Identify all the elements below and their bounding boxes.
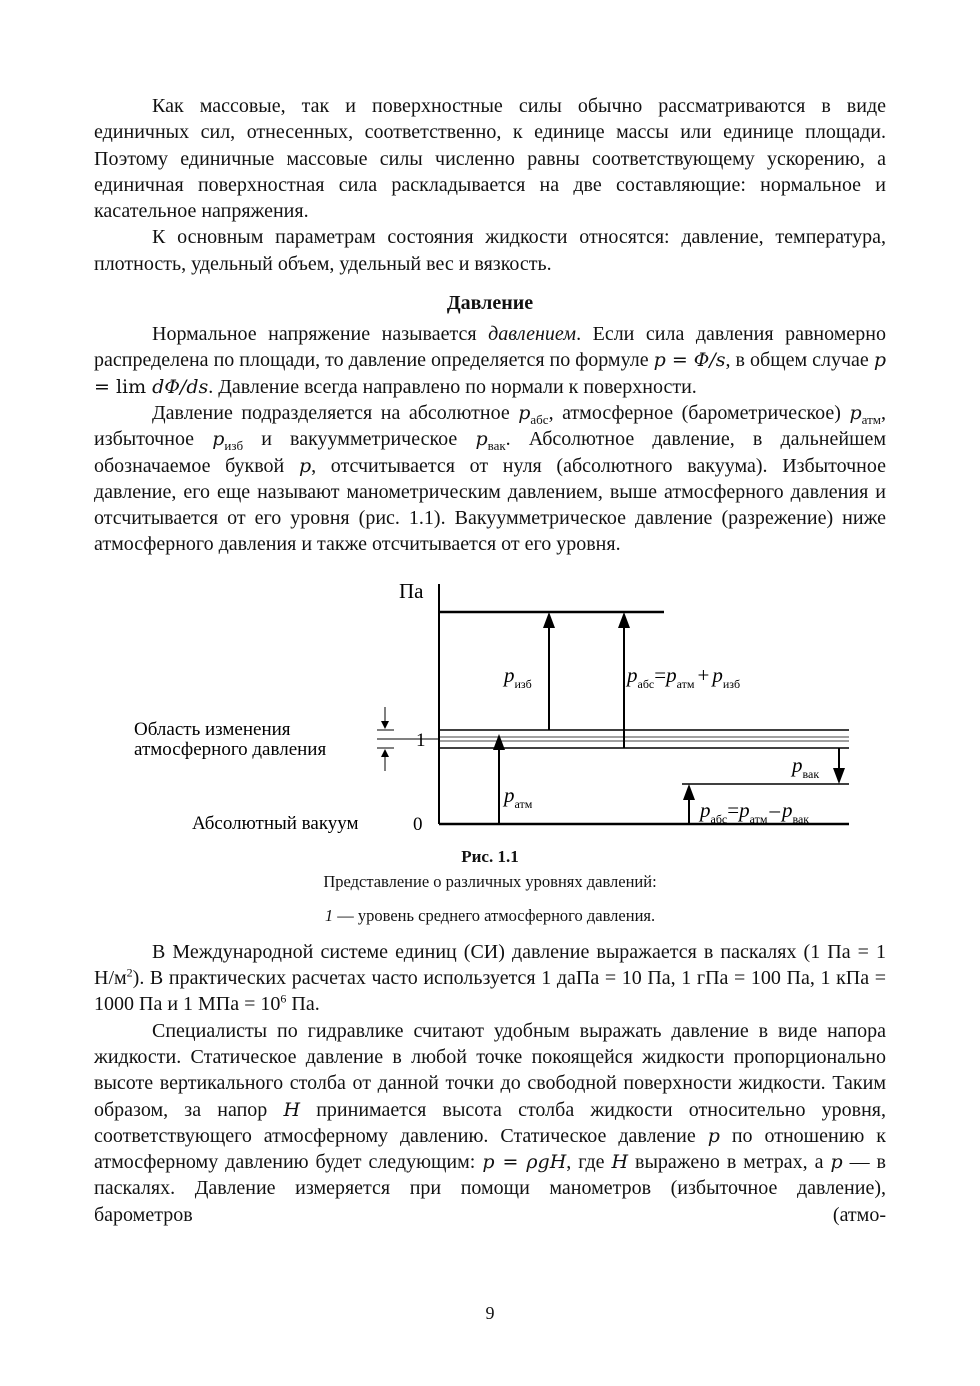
paragraph-parameters: К основным параметрам состояния жидкости относятся: давление, температура, плотность, удельный объем, удельный вес и вязкость. <box>94 226 886 275</box>
region-arrow-down-head <box>381 721 389 729</box>
level-one-label: 1 <box>416 729 426 751</box>
arrow-absolute-head <box>618 612 630 628</box>
page-number: 9 <box>485 1303 495 1323</box>
paragraph-pressure-types: Давление подразделяется на абсолютное $p_{абс}$, атмосферное (барометрическое) $p_{атм}$, избыточное $p_{изб}$ и вакуумметрическое $p_{вак}$. Абсолютное давление, в дальнейшем обозначаемое буквой p, отсчитывается от нуля (абсолютного вакуума). Избыточное давление, его еще называют манометрическим давлением, выше атмосферного давления и отсчитывается от его уровня (рис. 1.1). Вакуумметрическое давление (разрежение) ниже атмосферного давления и также отсчитывается от его уровня. <box>94 401 886 556</box>
figure-caption-line2: 1 — уровень среднего атмосферного давления. <box>324 905 656 925</box>
atmospheric-pressure-label: $p_{атм}$ <box>504 782 533 811</box>
arrow-atmospheric-head <box>493 734 505 750</box>
zero-label: 0 <box>413 813 423 834</box>
pressure-diagram <box>94 572 886 834</box>
region-label-line2: атмосферного давления <box>134 738 327 760</box>
paragraph-si-units: В Международной системе единиц (СИ) давление выражается в паскалях (1 Па = 1 $Н/м^2$). В практических расчетах часто используется 1 даПа = 10 Па, 1 гПа = 100 Па, 1 кПа = 1000 Па и 1 МПа = $10^6$ Па. <box>94 940 886 1016</box>
figure-pressure-levels <box>94 572 886 834</box>
figure-caption-title: Рис. 1.1 <box>461 846 519 866</box>
figure-caption-line1: Представление о различных уровнях давлений: <box>323 871 657 891</box>
paragraph-pressure-definition: Нормальное напряжение называется давлением. Если сила давления равномерно распределена по площади, то давление определяется по формуле p = Φ/s, в общем случае p = lim dΦ/ds. Давление всегда направлено по нормали к поверхности. <box>94 323 887 398</box>
absolute-formula-label: $p_{абс}=p_{атм} + p_{изб}$ <box>627 662 741 691</box>
absolute-vacuum-label: Абсолютный вакуум <box>192 812 359 834</box>
arrow-gauge-head <box>543 612 555 628</box>
gauge-pressure-label: $p_{изб}$ <box>504 662 532 691</box>
region-arrow-up-head <box>381 749 389 757</box>
region-label-line1: Область изменения <box>134 718 291 740</box>
axis-unit-label: Па <box>399 578 424 603</box>
arrow-abs-vacuum-head <box>683 784 695 800</box>
paragraph-forces: Как массовые, так и поверхностные силы обычно рассматриваются в виде единичных сил, отнесенных, соответственно, к единице массы или единице площади. Поэтому единичные массовые силы численно равны соответствующему ускорению, а единичная поверхностная сила раскладывается на две составляющие: нормальное и касательное напряжения. <box>94 95 886 223</box>
page-body <box>94 93 886 1228</box>
vacuum-pressure-label: $p_{вак}$ <box>792 752 820 781</box>
abs-vacuum-formula-label: $p_{абс}=p_{атм}-p_{вак}$ <box>700 797 810 826</box>
paragraph-pressure-head: Специалисты по гидравлике считают удобным выражать давление в виде напора жидкости. Статическое давление в любой точке покоящейся жидкости пропорционально высоте вертикального столба от данной точки до свободной поверхности жидкости. Таким образом, за напор H принимается высота столба жидкости относительно уровня, соответствующего атмосферному давлению. Статическое давление p по отношению к атмосферному давлению будет следующим: p = ρgH, где H выражено в метрах, а p — в паскалях. Давление измеряется при помощи манометров (избыточное давление), барометров (атмо- <box>94 1019 886 1226</box>
section-title: Давление <box>446 292 534 315</box>
arrow-vacuum-head <box>833 768 845 784</box>
